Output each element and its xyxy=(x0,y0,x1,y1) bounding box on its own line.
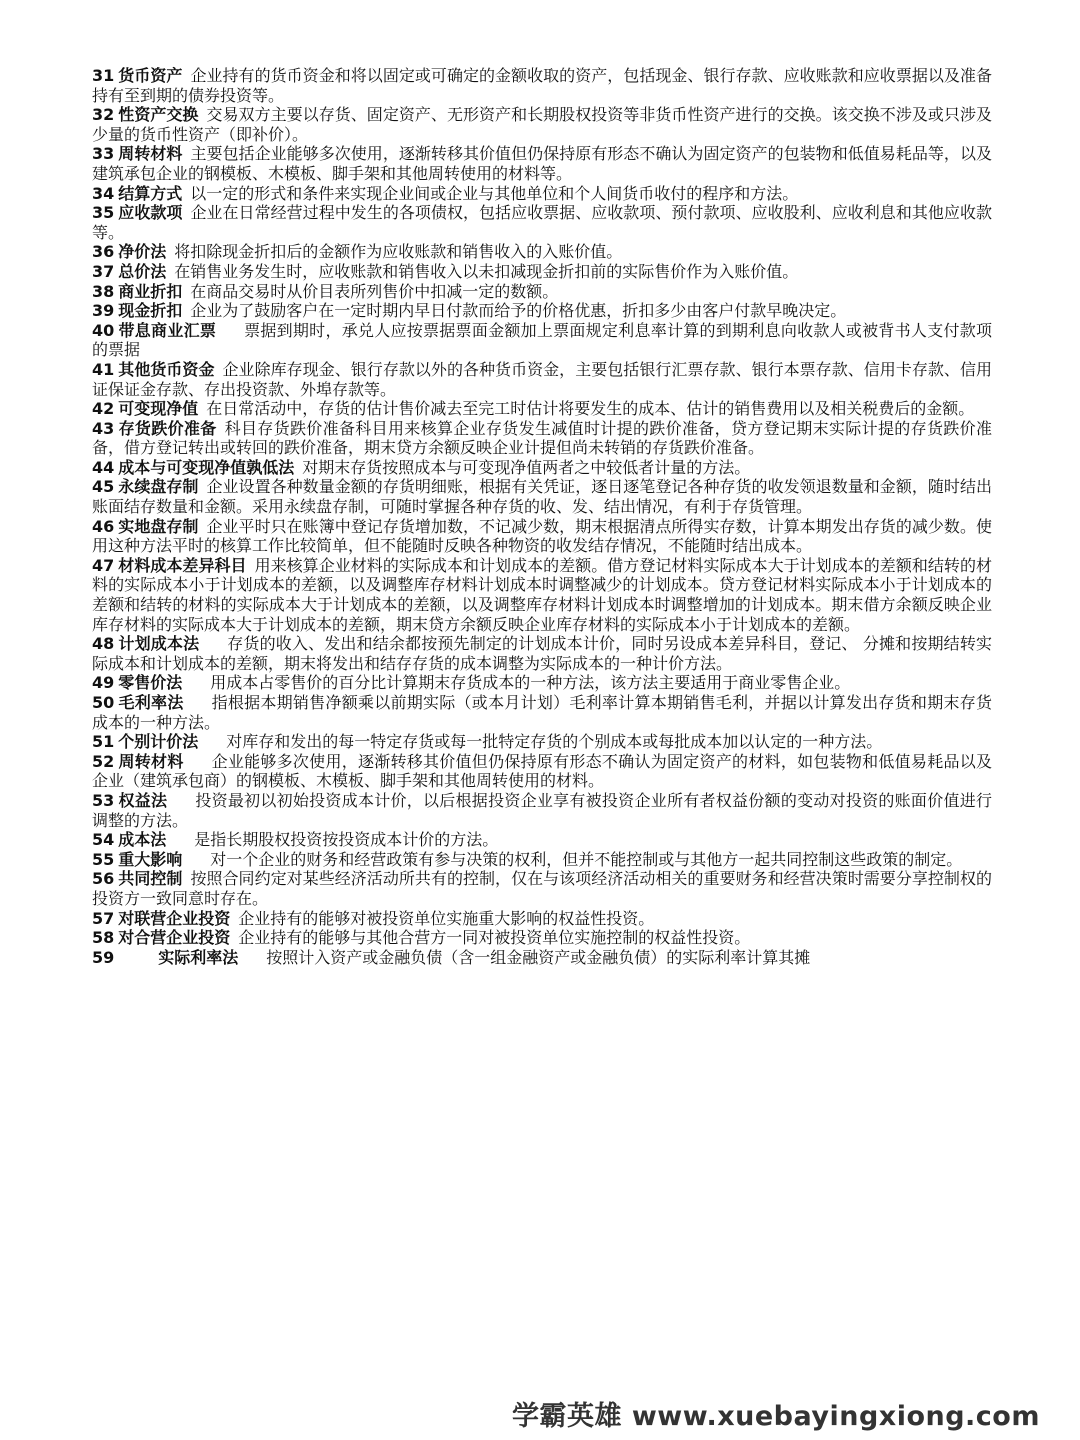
entry-number: 39 xyxy=(92,301,115,321)
entry-definition: 企业设置各种数量金额的存货明细账，根据有关凭证，逐日逐笔登记各种存货的收发领退数量和金额，随时结出账面结存数量和金额。采用永续盘存制，可随时掌握各种存货的收、发、结出情况，有利于存货管理。 xyxy=(92,477,992,517)
entry-definition: 科目存货跌价准备科目用来核算企业存货发生减值时计提的跌价准备，贷方登记期末实际计提的存货跌价准备，借方登记转出或转回的跌价准备，期末贷方余额反映企业计提但尚未转销的存货跌价准备。 xyxy=(92,418,992,458)
entry-number: 45 xyxy=(92,477,115,497)
entry-definition: 在商品交易时从价目表所列售价中扣减一定的数额。 xyxy=(190,281,559,301)
site-watermark: 学霸英雄 www.xuebayingxiong.com xyxy=(511,1401,1040,1432)
glossary-entry xyxy=(92,242,992,262)
entry-number: 33 xyxy=(92,144,115,164)
entry-definition: 指根据本期销售净额乘以前期实际（或本月计划）毛利率计算本期销售毛利，并据以计算发出存货和期末存货成本的一种方法。 xyxy=(92,693,992,732)
glossary-entry xyxy=(92,673,992,693)
entry-definition: 对期末存货按照成本与可变现净值两者之中较低者计量的方法。 xyxy=(302,457,751,477)
entry-term: 零售价法 xyxy=(118,673,183,693)
entry-number: 56 xyxy=(92,869,115,889)
glossary-entry xyxy=(92,928,992,948)
entry-term: 材料成本差异科目 xyxy=(118,555,247,575)
entry-term: 总价法 xyxy=(118,261,167,281)
entry-number: 58 xyxy=(92,928,115,948)
entry-term: 毛利率法 xyxy=(118,693,184,712)
entry-definition: 票据到期时，承兑人应按票据票面金额加上票面规定利息率计算的到期利息向收款人或被背书人支付款项的票据 xyxy=(92,320,992,360)
entry-definition: 在日常活动中，存货的估计售价减去至完工时估计将要发生的成本、估计的销售费用以及相关税费后的金额。 xyxy=(206,399,975,419)
entry-term: 权益法 xyxy=(118,790,168,810)
entry-number: 41 xyxy=(92,359,115,379)
entry-definition: 按照计入资产或金融负债（含一组金融资产或金融负债）的实际利率计算其摊 xyxy=(266,947,811,967)
glossary-entry xyxy=(92,105,992,144)
glossary-entry xyxy=(92,321,992,360)
entry-term: 应收款项 xyxy=(118,203,183,223)
glossary-entry xyxy=(92,791,992,830)
document-body xyxy=(92,66,992,967)
entry-term: 现金折扣 xyxy=(118,301,183,321)
glossary-entry xyxy=(92,850,992,870)
entry-number: 47 xyxy=(92,555,115,575)
entry-term: 带息商业汇票 xyxy=(118,320,217,340)
entry-definition: 将扣除现金折扣后的金额作为应收账款和销售收入的入账价值。 xyxy=(174,242,623,262)
glossary-entry xyxy=(92,477,992,516)
entry-definition: 企业在日常经营过程中发生的各项债权，包括应收票据、应收款项、预付款项、应收股利、应收利息和其他应收款等。 xyxy=(92,203,992,242)
entry-definition: 交易双方主要以存货、固定资产、无形资产和长期股权投资等非货币性资产进行的交换。该交换不涉及或只涉及少量的货币性资产（即补价）。 xyxy=(92,105,992,144)
entry-term: 共同控制 xyxy=(118,869,183,889)
glossary-entry xyxy=(92,184,992,204)
entry-term: 净价法 xyxy=(118,242,167,262)
entry-definition: 是指长期股权投资按投资成本计价的方法。 xyxy=(194,830,499,850)
entry-number: 35 xyxy=(92,203,115,223)
entry-term: 其他货币资金 xyxy=(118,359,215,379)
entry-number: 37 xyxy=(92,261,115,281)
entry-number: 53 xyxy=(92,790,115,810)
entry-number: 48 xyxy=(92,634,115,654)
entry-definition: 企业持有的货币资金和将以固定或可确定的金额收取的资产，包括现金、银行存款、应收账款和应收票据以及准备持有至到期的债券投资等。 xyxy=(92,66,992,105)
glossary-entry xyxy=(92,948,992,968)
glossary-entry xyxy=(92,830,992,850)
glossary-entry xyxy=(92,909,992,929)
entry-number: 51 xyxy=(92,732,115,752)
entry-number: 52 xyxy=(92,751,115,771)
entry-term: 周转材料 xyxy=(118,751,184,771)
entry-term: 对联营企业投资 xyxy=(118,908,231,928)
entry-number: 57 xyxy=(92,908,115,928)
entry-number: 55 xyxy=(92,849,115,869)
glossary-entry xyxy=(92,517,992,556)
entry-number: 36 xyxy=(92,242,115,262)
entry-term: 实地盘存制 xyxy=(118,516,199,536)
entry-term: 永续盘存制 xyxy=(118,477,199,497)
entry-term: 对合营企业投资 xyxy=(118,928,231,948)
glossary-entry xyxy=(92,360,992,399)
entry-number: 44 xyxy=(92,457,115,477)
entry-term: 商业折扣 xyxy=(118,281,183,301)
entry-definition: 以一定的形式和条件来实现企业间或企业与其他单位和个人间货币收付的程序和方法。 xyxy=(190,183,799,203)
entry-term: 实际利率法 xyxy=(158,947,239,967)
entry-term: 存货跌价准备 xyxy=(118,418,217,438)
entry-number: 50 xyxy=(92,693,115,712)
entry-number: 40 xyxy=(92,320,115,340)
entry-definition: 企业平时只在账簿中登记存货增加数，不记减少数，期末根据清点所得实存数，计算本期发出存货的减少数。使用这种方法平时的核算工作比较简单，但不能随时反映各种物资的收发结存情况，不能随时结出成本。 xyxy=(92,516,992,556)
glossary-entry xyxy=(92,262,992,282)
entry-definition: 主要包括企业能够多次使用，逐渐转移其价值但仍保持原有形态不确认为固定资产的包装物和低值易耗品等，以及建筑承包企业的钢模板、木模板、脚手架和其他周转使用的材料等。 xyxy=(92,144,992,183)
glossary-entry xyxy=(92,458,992,478)
glossary-entry xyxy=(92,556,992,634)
glossary-entry xyxy=(92,693,992,732)
entry-number: 32 xyxy=(92,105,115,125)
entry-term: 成本法 xyxy=(118,830,167,850)
entry-definition: 投资最初以初始投资成本计价，以后根据投资企业享有被投资企业所有者权益份额的变动对投资的账面价值进行调整的方法。 xyxy=(92,790,992,830)
entry-definition: 用成本占零售价的百分比计算期末存货成本的一种方法，该方法主要适用于商业零售企业。 xyxy=(210,673,851,693)
entry-definition: 对一个企业的财务和经营政策有参与决策的权利，但并不能控制或与其他方一起共同控制这些政策的制定。 xyxy=(210,849,963,869)
entry-definition: 对库存和发出的每一特定存货或每一批特定存货的个别成本或每批成本加以认定的一种方法。 xyxy=(226,732,883,752)
entry-definition: 在销售业务发生时，应收账款和销售收入以未扣减现金折扣前的实际售价作为入账价值。 xyxy=(174,261,799,281)
glossary-entry xyxy=(92,301,992,321)
glossary-entry xyxy=(92,869,992,908)
entry-number: 34 xyxy=(92,183,115,203)
glossary-entry xyxy=(92,634,992,673)
entry-term: 性资产交换 xyxy=(118,105,199,125)
entry-term: 可变现净值 xyxy=(118,399,199,419)
glossary-entry xyxy=(92,399,992,419)
entry-definition: 企业能够多次使用，逐渐转移其价值但仍保持原有形态不确认为固定资产的材料，如包装物和低值易耗品以及企业（建筑承包商）的钢模板、木模板、脚手架和其他周转使用的材料。 xyxy=(92,751,992,791)
glossary-entry xyxy=(92,66,992,105)
glossary-entry xyxy=(92,144,992,183)
entry-number: 31 xyxy=(92,66,115,85)
entry-term: 结算方式 xyxy=(118,183,183,203)
entry-number: 42 xyxy=(92,399,115,419)
entry-definition: 企业为了鼓励客户在一定时期内早日付款而给予的价格优惠，折扣多少由客户付款早晚决定。 xyxy=(190,301,847,321)
entry-definition: 存货的收入、发出和结余都按预先制定的计划成本计价，同时另设成本差异科目，登记、 分摊和按期结转实际成本和计划成本的差额，期末将发出和结存存货的成本调整为实际成本的一种计价方法。 xyxy=(92,634,992,673)
entry-definition: 企业持有的能够对被投资单位实施重大影响的权益性投资。 xyxy=(238,908,655,928)
entry-term: 计划成本法 xyxy=(118,634,200,654)
glossary-entry xyxy=(92,732,992,752)
entry-number: 46 xyxy=(92,516,115,536)
glossary-entry xyxy=(92,752,992,791)
entry-term: 重大影响 xyxy=(118,849,183,869)
entry-term: 成本与可变现净值孰低法 xyxy=(118,457,295,477)
entry-definition: 按照合同约定对某些经济活动所共有的控制，仅在与该项经济活动相关的重要财务和经营决策时需要分享控制权的投资方一致同意时存在。 xyxy=(92,869,992,908)
entry-number: 49 xyxy=(92,673,115,693)
glossary-entry xyxy=(92,203,992,242)
entry-definition: 企业除库存现金、银行存款以外的各种货币资金，主要包括银行汇票存款、银行本票存款、信用卡存款、信用证保证金存款、存出投资款、外埠存款等。 xyxy=(92,359,992,399)
entry-number: 43 xyxy=(92,418,115,438)
entry-number: 54 xyxy=(92,830,115,850)
entry-definition: 用来核算企业材料的实际成本和计划成本的差额。借方登记材料实际成本大于计划成本的差额和结转的材料的实际成本小于计划成本的差额，以及调整库存材料计划成本时调整减少的计划成本。贷方登记材料实际成本小于计划成本的差额和结转的材料的实际成本大于计划成本的差额，以及调整库存材料计划成本时调整增加的计划成本。期末借方余额反映企业库存材料的实际成本大于计划成本的差额，期末贷方余额反映企业库存材料的实际成本小于计划成本的差额。 xyxy=(92,555,992,634)
entry-number: 38 xyxy=(92,281,115,301)
glossary-entry xyxy=(92,282,992,302)
glossary-entry xyxy=(92,419,992,458)
entry-number: 59 xyxy=(92,947,115,967)
entry-definition: 企业持有的能够与其他合营方一同对被投资单位实施控制的权益性投资。 xyxy=(238,928,751,948)
entry-term: 货币资产 xyxy=(118,66,183,85)
entry-term: 个别计价法 xyxy=(118,732,199,752)
entry-term: 周转材料 xyxy=(118,144,183,164)
